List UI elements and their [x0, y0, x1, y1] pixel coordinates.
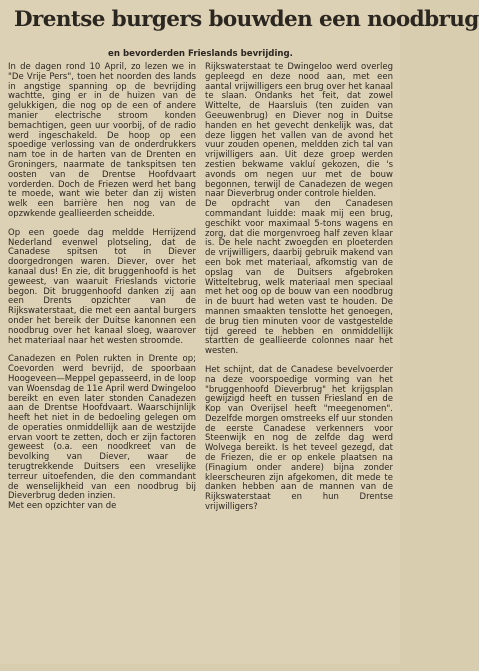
left-column — [8, 63, 196, 671]
right-column — [205, 63, 393, 671]
paragraph: Canadezen en Polen rukten in Drente op; Coevorden werd bevrijd, de spoorbaan Hoogeveen—Meppel gepasseerd, in de loop van Woensdag de 11e April werd Dwingeloo bereikt en even later stonden Canadezen aan de Drentse Hoofdvaart. Waarschijnlijk heeft het niet in de bedoeling gelegen om de operaties onmiddellijk aan de westzijde ervan voort te zetten, doch er zijn factoren geweest (o.a. een noodkreet van de bevolking van Diever, waar de terugtrekkende Duitsers een vreselijke terreur uitoefenden, die den commandant de wenselijkheid van een noodbrug bij Dieverbrug deden inzien. — [8, 354, 196, 502]
article-columns — [8, 63, 393, 671]
paragraph: Rijkswaterstaat te Dwingeloo werd overleg gepleegd en deze nood aan, met een aantal vrijwilligers een brug over het kanaal te slaan. Ondanks het feit, dat zowel Wittelte, de Haarsluis (ten zuiden van Geeuwenbrug) en Diever nog in Duitse handen en het gevecht denkelijk was, dat deze liggen het vallen van de avond het vuur zouden openen, meldden zich tal van vrijwilligers aan. Uit deze groep werden zestien bekwame vakluí gekozen, die 's avonds om negen uur met de bouw begonnen, terwijl de Canadezen de wegen naar Dieverbrug onder controle hielden. — [205, 62, 393, 200]
paragraph: Het schijnt, dat de Canadese bevelvoerder na deze voorspoedige vorming van het "bruggenhoofd Dieverbrug" het krijgsplan gewijzigd heeft en tussen Friesland en de Kop van Overijsel heeft "meegenomen". Dezelfde morgen omstreeks elf uur stonden de eerste Canadese verkenners voor Steenwijk en nog de zelfde dag werd Wolvega bereikt. Is het teveel gezegd, dat de Friezen, die er op enkele plaatsen na (Finagium onder andere) bijna zonder kleerscheuren zijn afgekomen, dit mede te danken hebben aan de mannen van de Rijkswaterstaat en hun Drentse vrijwilligers? — [205, 364, 393, 513]
paragraph: In de dagen rond 10 April, zo lezen we in "De Vrije Pers", toen het noorden des lands in angstige spanning op de bevrijding wachtte, ging er in de huizen van de gelukkigen, die nog op de een of andere manier electrische stroom konden bemachtigen, geen uur voorbij, of de radio werd ingeschakeld. De hoop op een spoedige verlossing van de onderdrukkers nam toe in de harten van de Drenten en Groningers, naarmate de tankspitsen ten oosten van de Drentse Hoofdvaart vorderden. Doch de Friezen werd het bang te moede, want wie beter dan zij wisten welk een barrière hen nog van de opzwkende geallieerden scheidde. — [8, 62, 196, 219]
paragraph: Met een opzichter van de — [8, 501, 117, 512]
headline: Drentse burgers bouwden een noodbrug — [14, 7, 479, 32]
paragraph: De opdracht van den Canadesen commandant luidde: maak mij een brug, geschikt voor maximaal 5-tons wagens en zorg, dat die morgenvroeg half zeven klaar is. De hele nacht zwoegden en ploeterden de vrijwilligers, daarbij gebruik makend van een bok met materiaal, afkomstig van de opslag van de Duitsers afgebroken Witteltebrug, welk materiaal men speciaal met het oog op de bouw van een noodbrug in de buurt had weten vast te houden. De mannen smaakten tenslotte het genoegen, de brug tien minuten voor de vastgestelde tijd gereed te hebben en onmiddellijk startten de geallieerde colonnes naar het westen. — [205, 199, 393, 357]
paragraph: Op een goede dag meldde Herrijzend Nederland evenwel plotseling, dat de Canadese spitsen tot in Diever doorgedrongen waren. Diever, over het kanaal dus! En zie, dit bruggenhoofd is het geweest, van waaruit Frieslands victorie begon. Dit bruggenhoofd danken zij aan een Drents opzichter van de Rijkswaterstaat, die met een aantal burgers onder het bereik der Duitse kanonnen een noodbrug over het kanaal sloeg, waarover het materiaal naar het westen stroomde. — [8, 227, 196, 346]
subheadline: en bevorderden Frieslands bevrijding. — [108, 49, 293, 59]
